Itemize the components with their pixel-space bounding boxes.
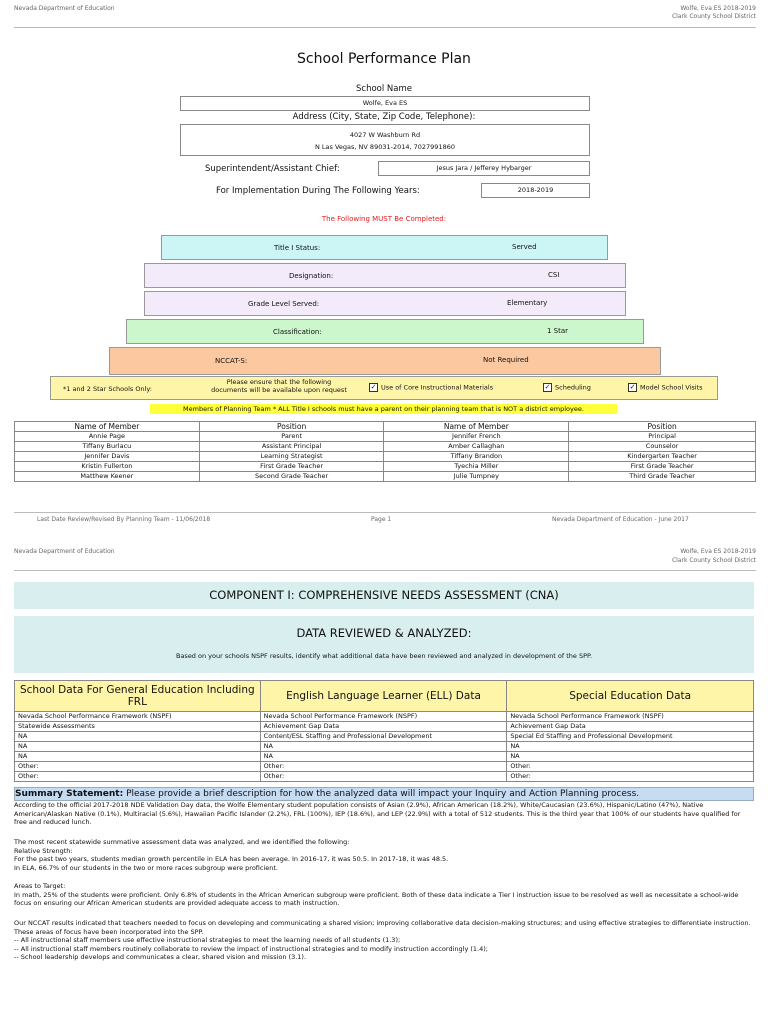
tier-nccat-s[interactable] — [109, 347, 661, 375]
data-reviewed-table — [14, 680, 754, 782]
member-name[interactable]: Julie Tumpney — [384, 472, 569, 482]
data-cell[interactable]: NA — [260, 742, 507, 752]
page1-header-rule — [14, 27, 756, 28]
page1-header-district: Clark County School District — [671, 13, 756, 20]
data-cell[interactable]: Achievement Gap Data — [260, 722, 507, 732]
data-cell[interactable]: Other: — [260, 762, 507, 772]
tier-classification[interactable] — [126, 319, 644, 344]
summary-paragraph-nccat — [14, 919, 754, 962]
page2-header-district: Clark County School District — [671, 557, 756, 564]
member-position[interactable]: Third Grade Teacher — [569, 472, 756, 482]
data-reviewed-subtitle: Based on your schools NSPF results, identify what additional data have been reviewed and analyzed in development of the SPP. — [175, 652, 593, 660]
member-position[interactable]: First Grade Teacher — [199, 462, 384, 472]
col-header-ell: English Language Learner (ELL) Data — [260, 681, 507, 712]
summary-statement-label: Summary Statement: — [15, 789, 124, 799]
member-position[interactable]: Parent — [199, 432, 384, 442]
checkbox-scheduling[interactable]: ✓ — [544, 383, 551, 391]
nccat-item-2: -- All instructional staff members routinely collaborate to review the impact of instructional strategies and to modify instruction accordingly (1.4); — [14, 944, 488, 953]
tier-designation-label: Designation: — [289, 271, 334, 280]
tier-grade-level-value: Elementary — [507, 298, 548, 307]
tier-designation[interactable] — [144, 263, 626, 288]
summary-statement-prompt: Please provide a brief description for how the analyzed data will impact your Inquiry and Action Planning process. — [123, 789, 640, 799]
data-cell[interactable]: Content/ESL Staffing and Professional Development — [260, 732, 507, 742]
page2-header-dept: Nevada Department of Education — [14, 548, 115, 555]
address-line-2: N Las Vegas, NV 89031-2014, 7027991860 — [315, 143, 455, 151]
tier-designation-value: CSI — [548, 270, 560, 279]
footer-page-number: Page 1 — [371, 516, 392, 523]
targets-heading: Areas to Target: — [14, 882, 66, 890]
table-row — [15, 762, 754, 772]
years-field[interactable]: 2018-2019 — [481, 183, 590, 198]
tier-title-i-status[interactable] — [161, 235, 608, 260]
data-cell[interactable]: Achievement Gap Data — [507, 722, 754, 732]
table-row — [15, 452, 756, 462]
data-cell[interactable]: NA — [260, 752, 507, 762]
star-schools-note-line-2: documents will be available upon request — [211, 386, 347, 394]
summary-paragraph-strengths — [14, 838, 754, 872]
summary-statement-bar — [14, 787, 754, 801]
checkbox-model-school[interactable]: ✓ — [629, 383, 636, 391]
member-name[interactable]: Tyechia Miller — [384, 462, 569, 472]
data-cell[interactable]: Other: — [15, 762, 261, 772]
data-cell[interactable]: NA — [507, 752, 754, 762]
school-name-label: School Name — [356, 84, 412, 94]
member-name[interactable]: Annie Page — [15, 432, 200, 442]
member-position[interactable]: Learning Strategist — [199, 452, 384, 462]
member-position[interactable]: Principal — [569, 432, 756, 442]
member-name[interactable]: Tiffany Burlacu — [15, 442, 200, 452]
footer-revised-date: Last Date Review/Revised By Planning Team - 11/06/2018 — [37, 516, 211, 523]
address-line-1: 4027 W Washburn Rd — [349, 131, 421, 139]
tier-classification-value: 1 Star — [547, 326, 569, 335]
member-position[interactable]: Assistant Principal — [199, 442, 384, 452]
page2-header-rule — [14, 570, 756, 571]
member-name[interactable]: Kristin Fullerton — [15, 462, 200, 472]
tier-grade-level[interactable] — [144, 291, 626, 316]
data-reviewed-panel — [14, 616, 754, 673]
member-position[interactable]: Counselor — [569, 442, 756, 452]
data-cell[interactable]: NA — [15, 752, 261, 762]
tier-classification-label: Classification: — [273, 327, 322, 336]
data-table-header-row — [15, 681, 754, 712]
table-row — [15, 712, 754, 722]
member-position[interactable]: Second Grade Teacher — [199, 472, 384, 482]
nccat-intro: Our NCCAT results indicated that teachers needed to focus on developing and communicating a shared vision; improving collaborative data decision-making structures; and using effective strategies to differentiate instruction. These areas of focus have been incorporated into the SPP. — [14, 919, 751, 936]
member-name[interactable]: Amber Callaghan — [384, 442, 569, 452]
address-label: Address (City, State, Zip Code, Telephone): — [292, 112, 476, 122]
table-row — [15, 462, 756, 472]
star-schools-label: *1 and 2 Star Schools Only: — [63, 385, 152, 393]
page1-header-school-year: Wolfe, Eva ES 2018-2019 — [680, 5, 756, 12]
check-scheduling-label: Scheduling — [555, 383, 591, 392]
col-header-position-2: Position — [569, 422, 756, 432]
component-title: COMPONENT I: COMPREHENSIVE NEEDS ASSESSMENT (CNA) — [14, 582, 754, 609]
member-name[interactable]: Jennifer French — [384, 432, 569, 442]
summary-paragraph-targets — [14, 882, 754, 908]
superintendent-label: Superintendent/Assistant Chief: — [205, 164, 340, 174]
member-name[interactable]: Tiffany Brandon — [384, 452, 569, 462]
tier-nccat-value: Not Required — [483, 356, 529, 365]
star-schools-row — [50, 376, 718, 400]
col-header-name-1: Name of Member — [15, 422, 200, 432]
table-row — [15, 722, 754, 732]
superintendent-field[interactable]: Jesus Jara / Jefferey Hybarger — [378, 161, 590, 176]
member-name[interactable]: Jennifer Davis — [15, 452, 200, 462]
targets-text: In math, 25% of the students were proficient. Only 6.8% of students in the African American subgroup were proficient. Both of these data indicate a Tier I instruction issue to be resolved as well as necessitate a school-wide focus on ensuring our African American students are provided adequate access to math instruction. — [14, 890, 739, 907]
col-header-name-2: Name of Member — [384, 422, 569, 432]
data-cell[interactable]: Other: — [260, 772, 507, 782]
table-row — [15, 432, 756, 442]
data-cell[interactable]: Other: — [507, 772, 754, 782]
check-core-materials[interactable] — [369, 383, 493, 392]
table-header-row — [15, 422, 756, 432]
tier-nccat-label: NCCAT-S: — [215, 357, 248, 365]
check-model-school-label: Model School Visits — [640, 383, 703, 392]
data-cell[interactable]: Nevada School Performance Framework (NSPF) — [260, 712, 507, 722]
data-cell[interactable]: Statewide Assessments — [15, 722, 261, 732]
strengths-heading: Relative Strength: — [14, 846, 73, 855]
tier-title-i-value: Served — [512, 242, 537, 251]
table-row — [15, 442, 756, 452]
data-reviewed-title: DATA REVIEWED & ANALYZED: — [296, 626, 472, 640]
table-row — [15, 742, 754, 752]
check-model-school[interactable] — [628, 383, 702, 392]
col-header-general-ed: School Data For General Education Including FRL — [15, 681, 261, 712]
page-title: School Performance Plan — [297, 51, 471, 67]
address-field[interactable] — [180, 124, 590, 156]
tier-title-i-label: Title I Status: — [274, 243, 321, 252]
footer-dept-date: Nevada Department of Education - June 2017 — [552, 516, 689, 523]
star-schools-note — [194, 378, 364, 394]
strengths-line-1: For the past two years, students median growth percentile in ELA has been average. In 2016-17, it was 50.5. In 2017-18, it was 48.5. — [14, 855, 449, 863]
must-complete-note: The Following MUST Be Completed: — [321, 215, 447, 223]
member-position[interactable]: First Grade Teacher — [569, 462, 756, 472]
data-cell[interactable]: Nevada School Performance Framework (NSPF) — [507, 712, 754, 722]
summary-paragraph-demographics: According to the official 2017-2018 NDE Validation Day data, the Wolfe Elementary student population consists of Asian (2.9%), African American (18.2%), White/Caucasian (23.6%), Hispanic/Latino (47%), Native American/Alaskan Native (0.1%), Multiracial (5.6%), Hawaiian Pacific Islander (2.2%), FRL (100%), IEP (18.6%), and LEP (22.9%) with a total of 512 students. This is the third year that 100% of our students have qualified for free and reduced lunch. — [14, 801, 741, 826]
years-label: For Implementation During The Following Years: — [216, 186, 420, 196]
checkbox-core-materials[interactable]: ✓ — [370, 383, 377, 391]
nccat-item-1: -- All instructional staff members use effective instructional strategies to meet the learning needs of all students (1.3); — [14, 936, 401, 944]
table-row — [15, 472, 756, 482]
data-cell[interactable]: Nevada School Performance Framework (NSPF) — [15, 712, 261, 722]
col-header-special-ed: Special Education Data — [507, 681, 754, 712]
page1-footer-rule — [14, 512, 756, 513]
table-row — [15, 732, 754, 742]
data-cell[interactable]: Special Ed Staffing and Professional Development — [507, 732, 754, 742]
tier-grade-level-label: Grade Level Served: — [248, 299, 320, 308]
data-cell[interactable]: Other: — [15, 772, 261, 782]
strengths-line-2: In ELA, 66.7% of our students in the two or more races subgroup were proficient. — [14, 863, 278, 872]
star-schools-note-line-1: Please ensure that the following — [226, 378, 332, 386]
nccat-item-3: -- School leadership develops and communicates a clear, shared vision and mission (3.1). — [14, 953, 307, 961]
planning-team-table — [14, 421, 756, 482]
data-cell[interactable]: NA — [15, 742, 261, 752]
strengths-intro: The most recent statewide summative assessment data was analyzed, and we identified the following: — [14, 838, 350, 846]
planning-team-note: Members of Planning Team * ALL Title I schools must have a parent on their planning team that is NOT a district employee. — [150, 404, 617, 414]
check-scheduling[interactable] — [543, 383, 591, 392]
member-position[interactable]: Kindergarten Teacher — [569, 452, 756, 462]
page2-header-school-year: Wolfe, Eva ES 2018-2019 — [680, 548, 756, 555]
data-cell[interactable]: Other: — [507, 762, 754, 772]
table-row — [15, 772, 754, 782]
member-name[interactable]: Matthew Keener — [15, 472, 200, 482]
school-name-field[interactable]: Wolfe, Eva ES — [180, 96, 590, 111]
data-cell[interactable]: NA — [15, 732, 261, 742]
data-cell[interactable]: NA — [507, 742, 754, 752]
page1-header-dept: Nevada Department of Education — [14, 5, 115, 12]
check-core-materials-label: Use of Core Instructional Materials — [381, 383, 494, 392]
table-row — [15, 752, 754, 762]
col-header-position-1: Position — [199, 422, 384, 432]
